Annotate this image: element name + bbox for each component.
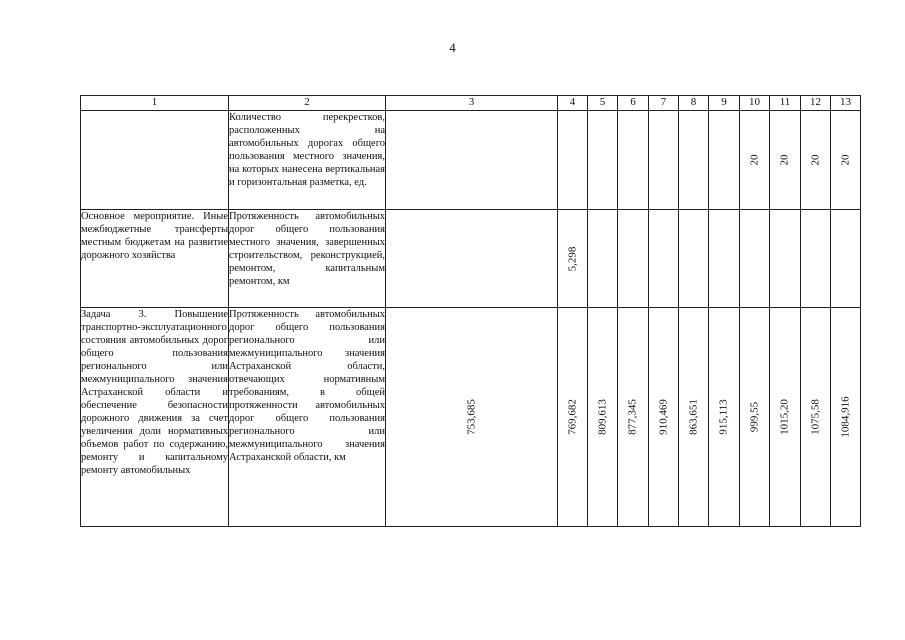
column-header: 12 bbox=[801, 96, 831, 111]
value-text: 809,613 bbox=[596, 399, 608, 435]
value-cell bbox=[831, 308, 861, 527]
value-cell bbox=[679, 308, 709, 527]
value-cell bbox=[831, 210, 861, 308]
column-header: 9 bbox=[709, 96, 740, 111]
value-cell bbox=[649, 111, 679, 210]
table-row bbox=[81, 111, 861, 210]
column-header: 13 bbox=[831, 96, 861, 111]
value-cell bbox=[770, 308, 801, 527]
value-text: 999,55 bbox=[748, 401, 760, 433]
value-cell bbox=[709, 210, 740, 308]
column-header: 3 bbox=[386, 96, 558, 111]
page-number: 4 bbox=[449, 40, 456, 55]
value-cell bbox=[801, 111, 831, 210]
value-text: 20 bbox=[748, 154, 760, 166]
value-text: 20 bbox=[839, 154, 851, 166]
value-cell bbox=[709, 111, 740, 210]
value-cell bbox=[558, 308, 588, 527]
activity-cell: Задача 3. Повышение транспортно-эксплуатационного состояния автомобильных дорог общего пользования регионального или межмуниципального значения Астраханской области и обеспечение безопасности дорожного движения за счет увеличения доли нормативных объемов работ по содержанию, ремонту и капитальному ремонту автомобильных bbox=[81, 308, 229, 527]
activity-cell: Основное мероприятие. Иные межбюджетные трансферты местным бюджетам на развитие дорожного хозяйства bbox=[81, 210, 229, 308]
column-header: 4 bbox=[558, 96, 588, 111]
value-cell bbox=[770, 111, 801, 210]
base-value-cell bbox=[386, 308, 558, 527]
value-cell bbox=[618, 210, 649, 308]
column-header: 8 bbox=[679, 96, 709, 111]
column-header: 6 bbox=[618, 96, 649, 111]
value-cell bbox=[588, 308, 618, 527]
value-cell bbox=[588, 210, 618, 308]
column-header: 2 bbox=[229, 96, 386, 111]
column-header: 11 bbox=[770, 96, 801, 111]
column-header: 1 bbox=[81, 96, 229, 111]
value-cell bbox=[588, 111, 618, 210]
table-row bbox=[81, 308, 861, 527]
value-cell bbox=[801, 210, 831, 308]
indicators-table bbox=[80, 95, 861, 527]
value-text: 753,685 bbox=[465, 399, 477, 435]
value-cell bbox=[801, 308, 831, 527]
value-cell bbox=[649, 210, 679, 308]
column-header: 5 bbox=[588, 96, 618, 111]
base-value-cell bbox=[386, 210, 558, 308]
column-header: 10 bbox=[740, 96, 770, 111]
value-cell bbox=[770, 210, 801, 308]
value-text: 1075,58 bbox=[809, 399, 821, 435]
value-cell bbox=[740, 111, 770, 210]
value-cell bbox=[618, 308, 649, 527]
value-text: 877,345 bbox=[626, 399, 639, 435]
value-cell bbox=[740, 210, 770, 308]
column-header: 7 bbox=[649, 96, 679, 111]
value-cell bbox=[679, 210, 709, 308]
value-text: 769,682 bbox=[566, 399, 578, 435]
value-cell bbox=[831, 111, 861, 210]
value-cell bbox=[618, 111, 649, 210]
value-cell bbox=[558, 111, 588, 210]
table-header-row bbox=[81, 96, 861, 111]
value-text: 20 bbox=[809, 154, 821, 166]
value-cell bbox=[679, 111, 709, 210]
indicator-cell: Количество перекрестков, расположенных на автомобильных дорогах общего пользования местного значения, на которых нанесена вертикальная и горизонтальная разметка, ед. bbox=[229, 111, 386, 210]
value-cell bbox=[709, 308, 740, 527]
indicator-cell: Протяженность автомобильных дорог общего пользования местного значения, завершенных строительством, реконструкцией, ремонтом, капитальным ремонтом, км bbox=[229, 210, 386, 308]
value-text: 1015,20 bbox=[778, 399, 791, 435]
base-value-cell bbox=[386, 111, 558, 210]
indicator-cell: Протяженность автомобильных дорог общего пользования регионального или межмуниципального значения Астраханской области, отвечающих нормативным требованиям, в общей протяженности автомобильных дорог общего пользования регионального или межмуниципального значения Астраханской области, км bbox=[229, 308, 386, 527]
value-text: 1084,916 bbox=[839, 396, 851, 438]
value-cell bbox=[740, 308, 770, 527]
value-cell bbox=[558, 210, 588, 308]
table-row bbox=[81, 210, 861, 308]
value-text: 5,298 bbox=[566, 246, 578, 271]
value-cell bbox=[649, 308, 679, 527]
value-text: 910,469 bbox=[657, 399, 669, 435]
value-text: 915,113 bbox=[717, 399, 730, 435]
activity-cell bbox=[81, 111, 229, 210]
value-text: 20 bbox=[778, 154, 791, 166]
value-text: 863,651 bbox=[687, 399, 699, 435]
